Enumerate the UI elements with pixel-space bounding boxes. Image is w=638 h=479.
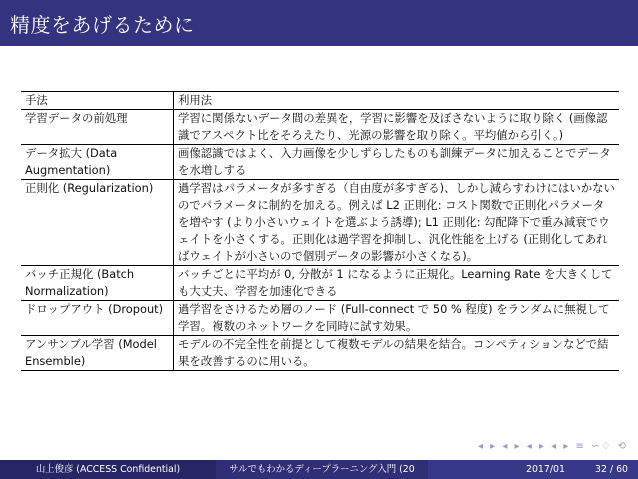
footer-date: 2017/01: [526, 464, 565, 475]
slide-footer: [0, 460, 638, 479]
footer-talk-title: サルでもわかるディープラーニング入門 (20: [216, 460, 428, 479]
usage-cell: 過学習はパラメータが多すぎる（自由度が多すぎる)、しかし減らすわけにはいかないのでパラメータに制約を加える。例えば L2 正則化: コスト関数で正則化パラメータを増やす (より小さいウェイトを選ぶよう誘導); L1 正則化: 勾配降下で重み減衰でウェイトを小さくする。正則化は過学習を抑制し、汎化性能を上げる (正則化してあればウェイトが小さいので個別データの影響が小さくなる)。: [174, 180, 620, 266]
usage-cell: バッチごとに平均が 0, 分散が 1 になるように正規化。Learning Rate を大きくしても大丈夫、学習を加速化できる: [174, 266, 620, 301]
usage-cell: 過学習をさけるため層のノード (Full-connect で 50 % 程度) をランダムに無視して学習。複数のネットワークを同時に試す効果。: [174, 301, 620, 336]
beamer-navigation-icons[interactable]: ◂ ▸ ◂ ▸ ◂ ▸ ◂ ▸ ≡ ∽♢ ⟲: [477, 441, 628, 452]
method-cell: 学習データの前処理: [21, 110, 174, 145]
table-row: [21, 110, 619, 145]
slide-title: 精度をあげるために: [10, 13, 195, 37]
method-cell: 正則化 (Regularization): [21, 180, 174, 266]
table-row: [21, 266, 619, 301]
method-cell: ドロップアウト (Dropout): [21, 301, 174, 336]
header-cell-method: 手法: [21, 92, 174, 110]
footer-author: 山上俊彦 (ACCESS Confidential): [0, 460, 216, 479]
slide-header: [0, 0, 638, 46]
method-cell: アンサンブル学習 (Model Ensemble): [21, 336, 174, 371]
usage-cell: モデルの不完全性を前提として複数モデルの結果を結合。コンペティションなどで結果を改善するのに用いる。: [174, 336, 620, 371]
table-header-row: [21, 92, 619, 110]
table-row: [21, 336, 619, 371]
table-row: [21, 180, 619, 266]
header-cell-usage: 利用法: [174, 92, 620, 110]
methods-table: [21, 91, 619, 371]
usage-cell: 学習に関係ないデータ間の差異を，学習に影響を及ぼさないように取り除く (画像認識でアスペクト比をそろえたり、光源の影響を取り除く。平均値から引く。): [174, 110, 620, 145]
usage-cell: 画像認識ではよく、入力画像を少しずらしたものも訓練データに加えることでデータを水増しする: [174, 145, 620, 180]
table-row: [21, 145, 619, 180]
method-cell: データ拡大 (Data Augmentation): [21, 145, 174, 180]
footer-right: [428, 460, 638, 479]
method-cell: バッチ正規化 (Batch Normalization): [21, 266, 174, 301]
table-row: [21, 301, 619, 336]
footer-page-number: 32 / 60: [595, 464, 628, 475]
